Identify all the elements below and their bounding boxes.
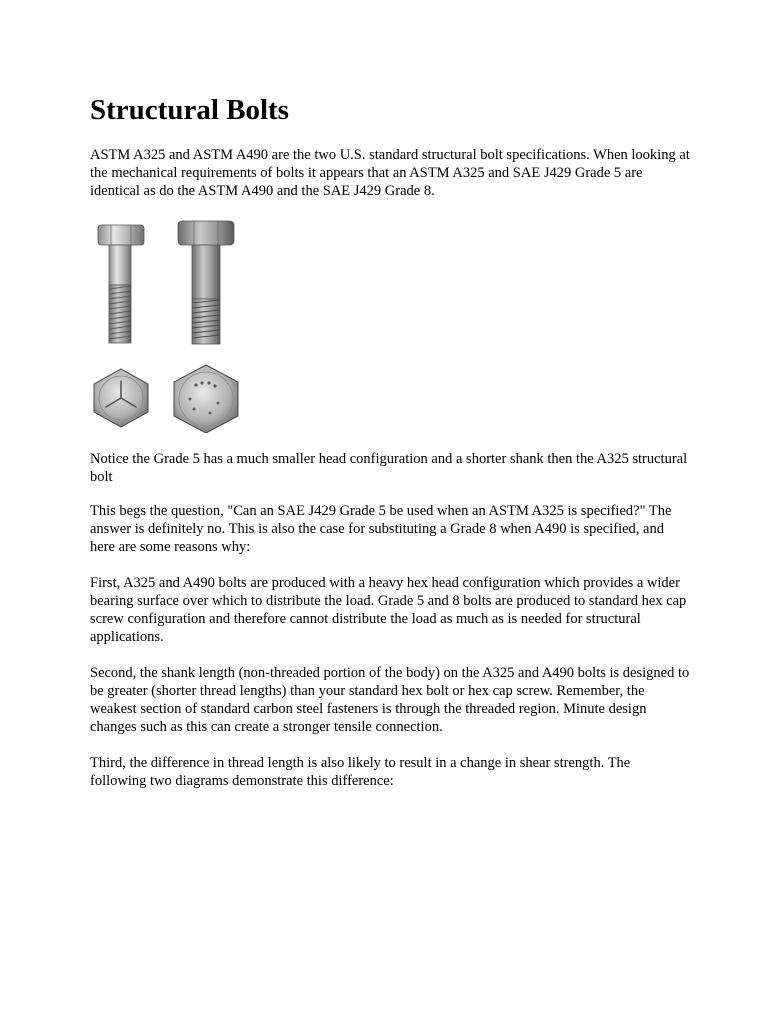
first-reason-paragraph: First, A325 and A490 bolts are produced with a heavy hex head configuration which provides a wider bearing surface over which to distribute the load. Grade 5 and 8 bolts are produced to standard hex cap screw configuration and therefore cannot distribute the load as much as is needed for structural applications. xyxy=(90,575,687,645)
bolt-comparison-figure xyxy=(90,219,270,433)
grade5-bolt-head-icon xyxy=(94,369,148,427)
third-reason-paragraph: Third, the difference in thread length is also likely to result in a change in shear strength. The following two diagrams demonstrate this difference: xyxy=(90,755,631,789)
second-reason-paragraph: Second, the shank length (non-threaded portion of the body) on the A325 and A490 bolts is designed to be greater (shorter thread lengths) than your standard hex bolt or hex cap screw. Remember, the weakest section of standard carbon steel fasteners is through the threaded region. Minute design changes such as this can create a stronger tensile connection. xyxy=(90,665,690,735)
a325-bolt-side-icon xyxy=(178,221,234,344)
question-paragraph: This begs the question, "Can an SAE J429 Grade 5 be used when an ASTM A325 is specified?" The answer is definitely no. This is also the case for substituting a Grade 8 when A490 is specified, and here are some reasons why: xyxy=(90,503,672,555)
grade5-bolt-side-icon xyxy=(98,225,144,343)
page-title: Structural Bolts xyxy=(90,94,289,126)
a325-bolt-head-icon xyxy=(174,365,238,433)
notice-paragraph: Notice the Grade 5 has a much smaller head configuration and a shorter shank then the A325 structural bolt xyxy=(90,451,688,485)
intro-paragraph: ASTM A325 and ASTM A490 are the two U.S. standard structural bolt specifications. When looking at the mechanical requirements of bolts it appears that an ASTM A325 and SAE J429 Grade 5 are identical as do the ASTM A490 and the SAE J429 Grade 8. xyxy=(90,147,690,199)
